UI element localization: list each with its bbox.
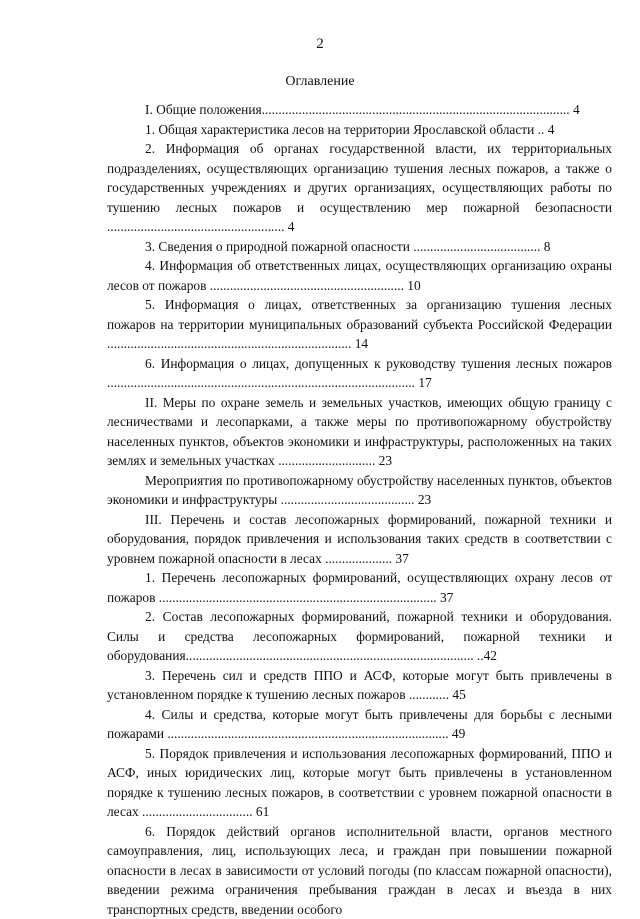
toc-entry[interactable]: 5. Порядок привлечения и использования лесопожарных формирований, ППО и АСФ, иных юридических лиц, которые могут быть привлечены в установленном порядке к тушению лесных пожаров, в соответствии с уровнем пожарной опасности в лесах ................................. 61 bbox=[107, 744, 612, 822]
toc-entry[interactable]: 5. Информация о лицах, ответственных за организацию тушения лесных пожаров на территории муниципальных образований субъекта Российской Федерации ......................................................................... 14 bbox=[107, 295, 612, 354]
page-number: 2 bbox=[0, 36, 640, 53]
toc-entry[interactable]: I. Общие положения............................................................................................ 4 bbox=[107, 100, 612, 120]
toc-entry[interactable]: 6. Информация о лицах, допущенных к руководству тушения лесных пожаров ............................................................................................ 17 bbox=[107, 354, 612, 393]
toc-entry[interactable]: II. Меры по охране земель и земельных участков, имеющих общую границу с лесничествами и лесопарками, а также меры по противопожарному обустройству населенных пунктов, объектов экономики и инфраструктуры, расположенных на таких землях и земельных участках ............................. 23 bbox=[107, 393, 612, 471]
toc-entry[interactable]: 3. Перечень сил и средств ППО и АСФ, которые могут быть привлечены в установленном порядке к тушению лесных пожаров ............ 45 bbox=[107, 666, 612, 705]
toc-entry[interactable]: 1. Перечень лесопожарных формирований, осуществляющих охрану лесов от пожаров ................................................................................... 37 bbox=[107, 568, 612, 607]
toc-title: Оглавление bbox=[0, 74, 640, 90]
toc-entry[interactable]: 2. Информация об органах государственной власти, их территориальных подразделениях, осуществляющих организацию тушения лесных пожаров, а также о государственных учреждениях и других организациях, осуществляющих работы по тушению лесных пожаров и осуществлению мер пожарной безопасности ..................................................... 4 bbox=[107, 139, 612, 237]
toc-entry[interactable]: III. Перечень и состав лесопожарных формирований, пожарной техники и оборудования, порядок привлечения и использования таких средств в соответствии с уровнем пожарной опасности в лесах .................... 37 bbox=[107, 510, 612, 569]
table-of-contents bbox=[107, 100, 612, 919]
toc-entry[interactable]: 3. Сведения о природной пожарной опасности ...................................... 8 bbox=[107, 237, 612, 257]
toc-entry[interactable]: 4. Силы и средства, которые могут быть привлечены для борьбы с лесными пожарами .................................................................................... 49 bbox=[107, 705, 612, 744]
toc-entry[interactable]: Мероприятия по противопожарному обустройству населенных пунктов, объектов экономики и инфраструктуры ........................................ 23 bbox=[107, 471, 612, 510]
toc-entry[interactable]: 4. Информация об ответственных лицах, осуществляющих организацию охраны лесов от пожаров .......................................................... 10 bbox=[107, 256, 612, 295]
toc-entry[interactable]: 6. Порядок действий органов исполнительной власти, органов местного самоуправления, лиц, использующих леса, и граждан при повышении пожарной опасности в лесах в зависимости от условий погоды (по классам пожарной опасности), введении режима ограничения пребывания граждан в лесах и въезда в них транспортных средств, введении особого bbox=[107, 822, 612, 919]
toc-entry[interactable]: 2. Состав лесопожарных формирований, пожарной техники и оборудования. Силы и средства лесопожарных формирований, пожарной техники и оборудования...................................................................................... ..42 bbox=[107, 607, 612, 666]
toc-entry[interactable]: 1. Общая характеристика лесов на территории Ярославской области .. 4 bbox=[107, 120, 612, 140]
